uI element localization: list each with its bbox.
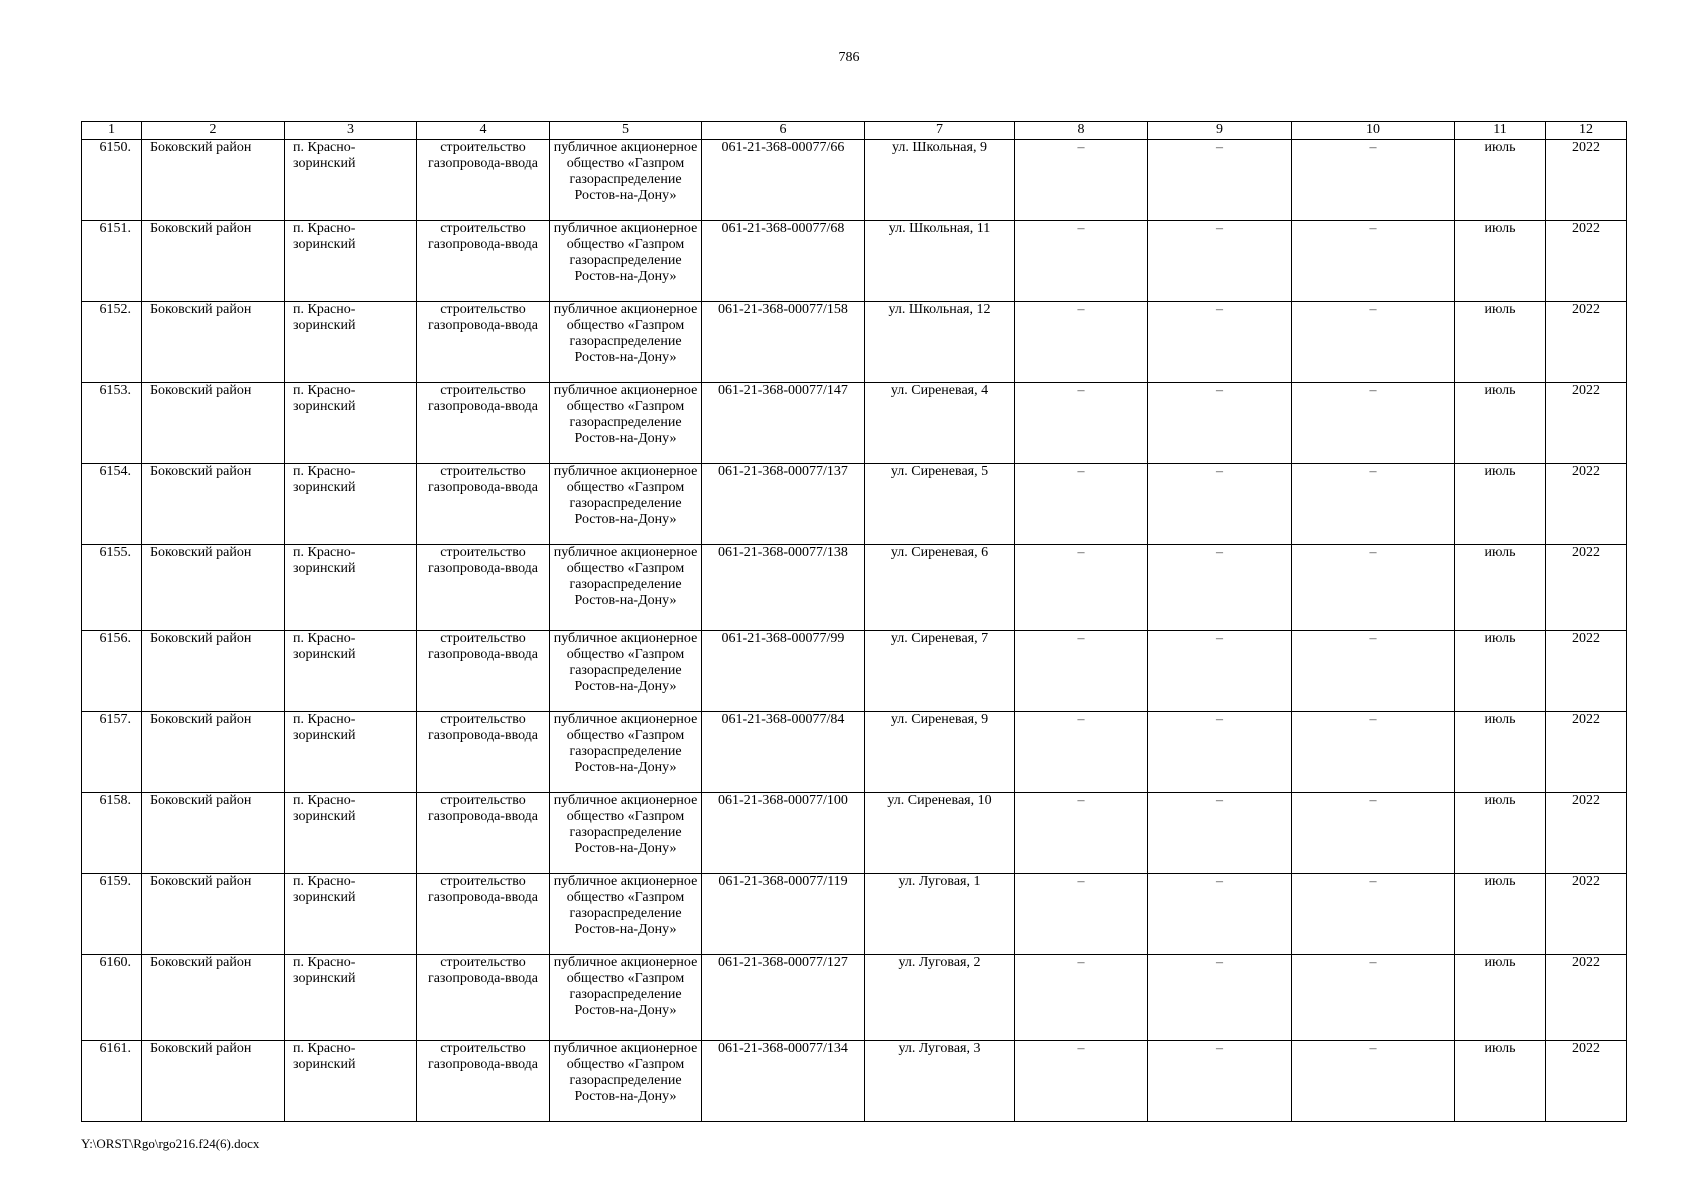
organization-cell: публичное акционерное общество «Газпром газораспределение Ростов-на-Дону»: [550, 221, 702, 302]
table-row: [82, 140, 1627, 221]
table-row: [82, 712, 1627, 793]
district-cell: Боковский район: [142, 140, 285, 221]
column-header: 4: [417, 122, 550, 140]
column-header: 9: [1148, 122, 1292, 140]
column-8-cell: –: [1015, 712, 1148, 793]
work-type-cell: строительство газопровода-ввода: [417, 140, 550, 221]
registry-code-cell: 061-21-368-00077/84: [702, 712, 865, 793]
column-9-cell: –: [1148, 955, 1292, 1041]
month-cell: июль: [1455, 545, 1546, 631]
work-type-cell: строительство газопровода-ввода: [417, 464, 550, 545]
table-row: [82, 302, 1627, 383]
column-10-cell: –: [1292, 464, 1455, 545]
row-number-cell: 6156.: [82, 631, 142, 712]
table-row: [82, 464, 1627, 545]
column-8-cell: –: [1015, 383, 1148, 464]
column-9-cell: –: [1148, 1041, 1292, 1122]
address-cell: ул. Луговая, 2: [865, 955, 1015, 1041]
column-10-cell: –: [1292, 793, 1455, 874]
address-cell: ул. Школьная, 11: [865, 221, 1015, 302]
district-cell: Боковский район: [142, 545, 285, 631]
year-cell: 2022: [1546, 712, 1627, 793]
year-cell: 2022: [1546, 793, 1627, 874]
address-cell: ул. Школьная, 9: [865, 140, 1015, 221]
organization-cell: публичное акционерное общество «Газпром газораспределение Ростов-на-Дону»: [550, 793, 702, 874]
work-type-cell: строительство газопровода-ввода: [417, 302, 550, 383]
column-10-cell: –: [1292, 302, 1455, 383]
district-cell: Боковский район: [142, 712, 285, 793]
row-number-cell: 6158.: [82, 793, 142, 874]
organization-cell: публичное акционерное общество «Газпром газораспределение Ростов-на-Дону»: [550, 545, 702, 631]
work-type-cell: строительство газопровода-ввода: [417, 874, 550, 955]
year-cell: 2022: [1546, 631, 1627, 712]
work-type-cell: строительство газопровода-ввода: [417, 383, 550, 464]
work-type-cell: строительство газопровода-ввода: [417, 793, 550, 874]
organization-cell: публичное акционерное общество «Газпром газораспределение Ростов-на-Дону»: [550, 955, 702, 1041]
registry-code-cell: 061-21-368-00077/147: [702, 383, 865, 464]
month-cell: июль: [1455, 955, 1546, 1041]
table-body: [82, 140, 1627, 1122]
settlement-cell: п. Красно-зоринский: [285, 383, 417, 464]
column-10-cell: –: [1292, 140, 1455, 221]
column-8-cell: –: [1015, 302, 1148, 383]
month-cell: июль: [1455, 631, 1546, 712]
column-8-cell: –: [1015, 221, 1148, 302]
column-header: 6: [702, 122, 865, 140]
column-header: 10: [1292, 122, 1455, 140]
column-10-cell: –: [1292, 383, 1455, 464]
work-type-cell: строительство газопровода-ввода: [417, 631, 550, 712]
column-9-cell: –: [1148, 874, 1292, 955]
column-9-cell: –: [1148, 221, 1292, 302]
organization-cell: публичное акционерное общество «Газпром газораспределение Ростов-на-Дону»: [550, 140, 702, 221]
row-number-cell: 6161.: [82, 1041, 142, 1122]
month-cell: июль: [1455, 712, 1546, 793]
row-number-cell: 6152.: [82, 302, 142, 383]
column-10-cell: –: [1292, 1041, 1455, 1122]
organization-cell: публичное акционерное общество «Газпром газораспределение Ростов-на-Дону»: [550, 383, 702, 464]
district-cell: Боковский район: [142, 221, 285, 302]
column-header: 1: [82, 122, 142, 140]
district-cell: Боковский район: [142, 874, 285, 955]
column-10-cell: –: [1292, 545, 1455, 631]
address-cell: ул. Сиреневая, 9: [865, 712, 1015, 793]
row-number-cell: 6157.: [82, 712, 142, 793]
column-9-cell: –: [1148, 383, 1292, 464]
row-number-cell: 6159.: [82, 874, 142, 955]
district-cell: Боковский район: [142, 1041, 285, 1122]
year-cell: 2022: [1546, 955, 1627, 1041]
year-cell: 2022: [1546, 874, 1627, 955]
organization-cell: публичное акционерное общество «Газпром газораспределение Ростов-на-Дону»: [550, 631, 702, 712]
column-9-cell: –: [1148, 793, 1292, 874]
settlement-cell: п. Красно-зоринский: [285, 955, 417, 1041]
table-row: [82, 793, 1627, 874]
column-10-cell: –: [1292, 631, 1455, 712]
row-number-cell: 6160.: [82, 955, 142, 1041]
settlement-cell: п. Красно-зоринский: [285, 1041, 417, 1122]
district-cell: Боковский район: [142, 631, 285, 712]
month-cell: июль: [1455, 793, 1546, 874]
organization-cell: публичное акционерное общество «Газпром газораспределение Ростов-на-Дону»: [550, 464, 702, 545]
district-cell: Боковский район: [142, 955, 285, 1041]
registry-code-cell: 061-21-368-00077/99: [702, 631, 865, 712]
register-table-container: [81, 121, 1627, 1122]
row-number-cell: 6154.: [82, 464, 142, 545]
row-number-cell: 6150.: [82, 140, 142, 221]
address-cell: ул. Школьная, 12: [865, 302, 1015, 383]
registry-code-cell: 061-21-368-00077/158: [702, 302, 865, 383]
page-number: 786: [838, 50, 860, 65]
registry-code-cell: 061-21-368-00077/66: [702, 140, 865, 221]
column-10-cell: –: [1292, 874, 1455, 955]
year-cell: 2022: [1546, 383, 1627, 464]
column-9-cell: –: [1148, 140, 1292, 221]
address-cell: ул. Сиреневая, 4: [865, 383, 1015, 464]
row-number-cell: 6151.: [82, 221, 142, 302]
header-row: [82, 122, 1627, 140]
address-cell: ул. Сиреневая, 6: [865, 545, 1015, 631]
settlement-cell: п. Красно-зоринский: [285, 874, 417, 955]
column-header: 2: [142, 122, 285, 140]
table-row: [82, 631, 1627, 712]
month-cell: июль: [1455, 140, 1546, 221]
registry-code-cell: 061-21-368-00077/68: [702, 221, 865, 302]
column-8-cell: –: [1015, 545, 1148, 631]
column-8-cell: –: [1015, 464, 1148, 545]
year-cell: 2022: [1546, 545, 1627, 631]
column-9-cell: –: [1148, 631, 1292, 712]
column-header: 7: [865, 122, 1015, 140]
column-9-cell: –: [1148, 545, 1292, 631]
district-cell: Боковский район: [142, 383, 285, 464]
month-cell: июль: [1455, 464, 1546, 545]
address-cell: ул. Луговая, 3: [865, 1041, 1015, 1122]
year-cell: 2022: [1546, 302, 1627, 383]
year-cell: 2022: [1546, 464, 1627, 545]
column-9-cell: –: [1148, 464, 1292, 545]
column-header: 12: [1546, 122, 1627, 140]
month-cell: июль: [1455, 302, 1546, 383]
work-type-cell: строительство газопровода-ввода: [417, 712, 550, 793]
table-row: [82, 545, 1627, 631]
row-number-cell: 6155.: [82, 545, 142, 631]
year-cell: 2022: [1546, 221, 1627, 302]
registry-code-cell: 061-21-368-00077/134: [702, 1041, 865, 1122]
work-type-cell: строительство газопровода-ввода: [417, 955, 550, 1041]
settlement-cell: п. Красно-зоринский: [285, 302, 417, 383]
year-cell: 2022: [1546, 140, 1627, 221]
settlement-cell: п. Красно-зоринский: [285, 464, 417, 545]
table-row: [82, 383, 1627, 464]
registry-code-cell: 061-21-368-00077/100: [702, 793, 865, 874]
column-8-cell: –: [1015, 631, 1148, 712]
column-8-cell: –: [1015, 1041, 1148, 1122]
settlement-cell: п. Красно-зоринский: [285, 545, 417, 631]
address-cell: ул. Сиреневая, 10: [865, 793, 1015, 874]
table-row: [82, 221, 1627, 302]
month-cell: июль: [1455, 383, 1546, 464]
column-8-cell: –: [1015, 874, 1148, 955]
table-row: [82, 1041, 1627, 1122]
district-cell: Боковский район: [142, 464, 285, 545]
district-cell: Боковский район: [142, 793, 285, 874]
column-9-cell: –: [1148, 302, 1292, 383]
file-path-footer: Y:\ORST\Rgo\rgo216.f24(6).docx: [81, 1136, 260, 1151]
registry-code-cell: 061-21-368-00077/137: [702, 464, 865, 545]
column-9-cell: –: [1148, 712, 1292, 793]
column-header: 5: [550, 122, 702, 140]
table-row: [82, 955, 1627, 1041]
column-header: 8: [1015, 122, 1148, 140]
column-10-cell: –: [1292, 221, 1455, 302]
work-type-cell: строительство газопровода-ввода: [417, 1041, 550, 1122]
year-cell: 2022: [1546, 1041, 1627, 1122]
column-10-cell: –: [1292, 712, 1455, 793]
organization-cell: публичное акционерное общество «Газпром газораспределение Ростов-на-Дону»: [550, 1041, 702, 1122]
settlement-cell: п. Красно-зоринский: [285, 631, 417, 712]
organization-cell: публичное акционерное общество «Газпром газораспределение Ростов-на-Дону»: [550, 302, 702, 383]
column-header: 11: [1455, 122, 1546, 140]
registry-code-cell: 061-21-368-00077/127: [702, 955, 865, 1041]
settlement-cell: п. Красно-зоринский: [285, 712, 417, 793]
organization-cell: публичное акционерное общество «Газпром газораспределение Ростов-на-Дону»: [550, 712, 702, 793]
register-table: [81, 121, 1627, 1122]
table-row: [82, 874, 1627, 955]
district-cell: Боковский район: [142, 302, 285, 383]
month-cell: июль: [1455, 1041, 1546, 1122]
column-8-cell: –: [1015, 955, 1148, 1041]
address-cell: ул. Луговая, 1: [865, 874, 1015, 955]
work-type-cell: строительство газопровода-ввода: [417, 221, 550, 302]
settlement-cell: п. Красно-зоринский: [285, 140, 417, 221]
work-type-cell: строительство газопровода-ввода: [417, 545, 550, 631]
row-number-cell: 6153.: [82, 383, 142, 464]
address-cell: ул. Сиреневая, 7: [865, 631, 1015, 712]
column-10-cell: –: [1292, 955, 1455, 1041]
settlement-cell: п. Красно-зоринский: [285, 793, 417, 874]
settlement-cell: п. Красно-зоринский: [285, 221, 417, 302]
column-8-cell: –: [1015, 793, 1148, 874]
month-cell: июль: [1455, 874, 1546, 955]
registry-code-cell: 061-21-368-00077/119: [702, 874, 865, 955]
organization-cell: публичное акционерное общество «Газпром газораспределение Ростов-на-Дону»: [550, 874, 702, 955]
address-cell: ул. Сиреневая, 5: [865, 464, 1015, 545]
column-header: 3: [285, 122, 417, 140]
month-cell: июль: [1455, 221, 1546, 302]
column-8-cell: –: [1015, 140, 1148, 221]
registry-code-cell: 061-21-368-00077/138: [702, 545, 865, 631]
